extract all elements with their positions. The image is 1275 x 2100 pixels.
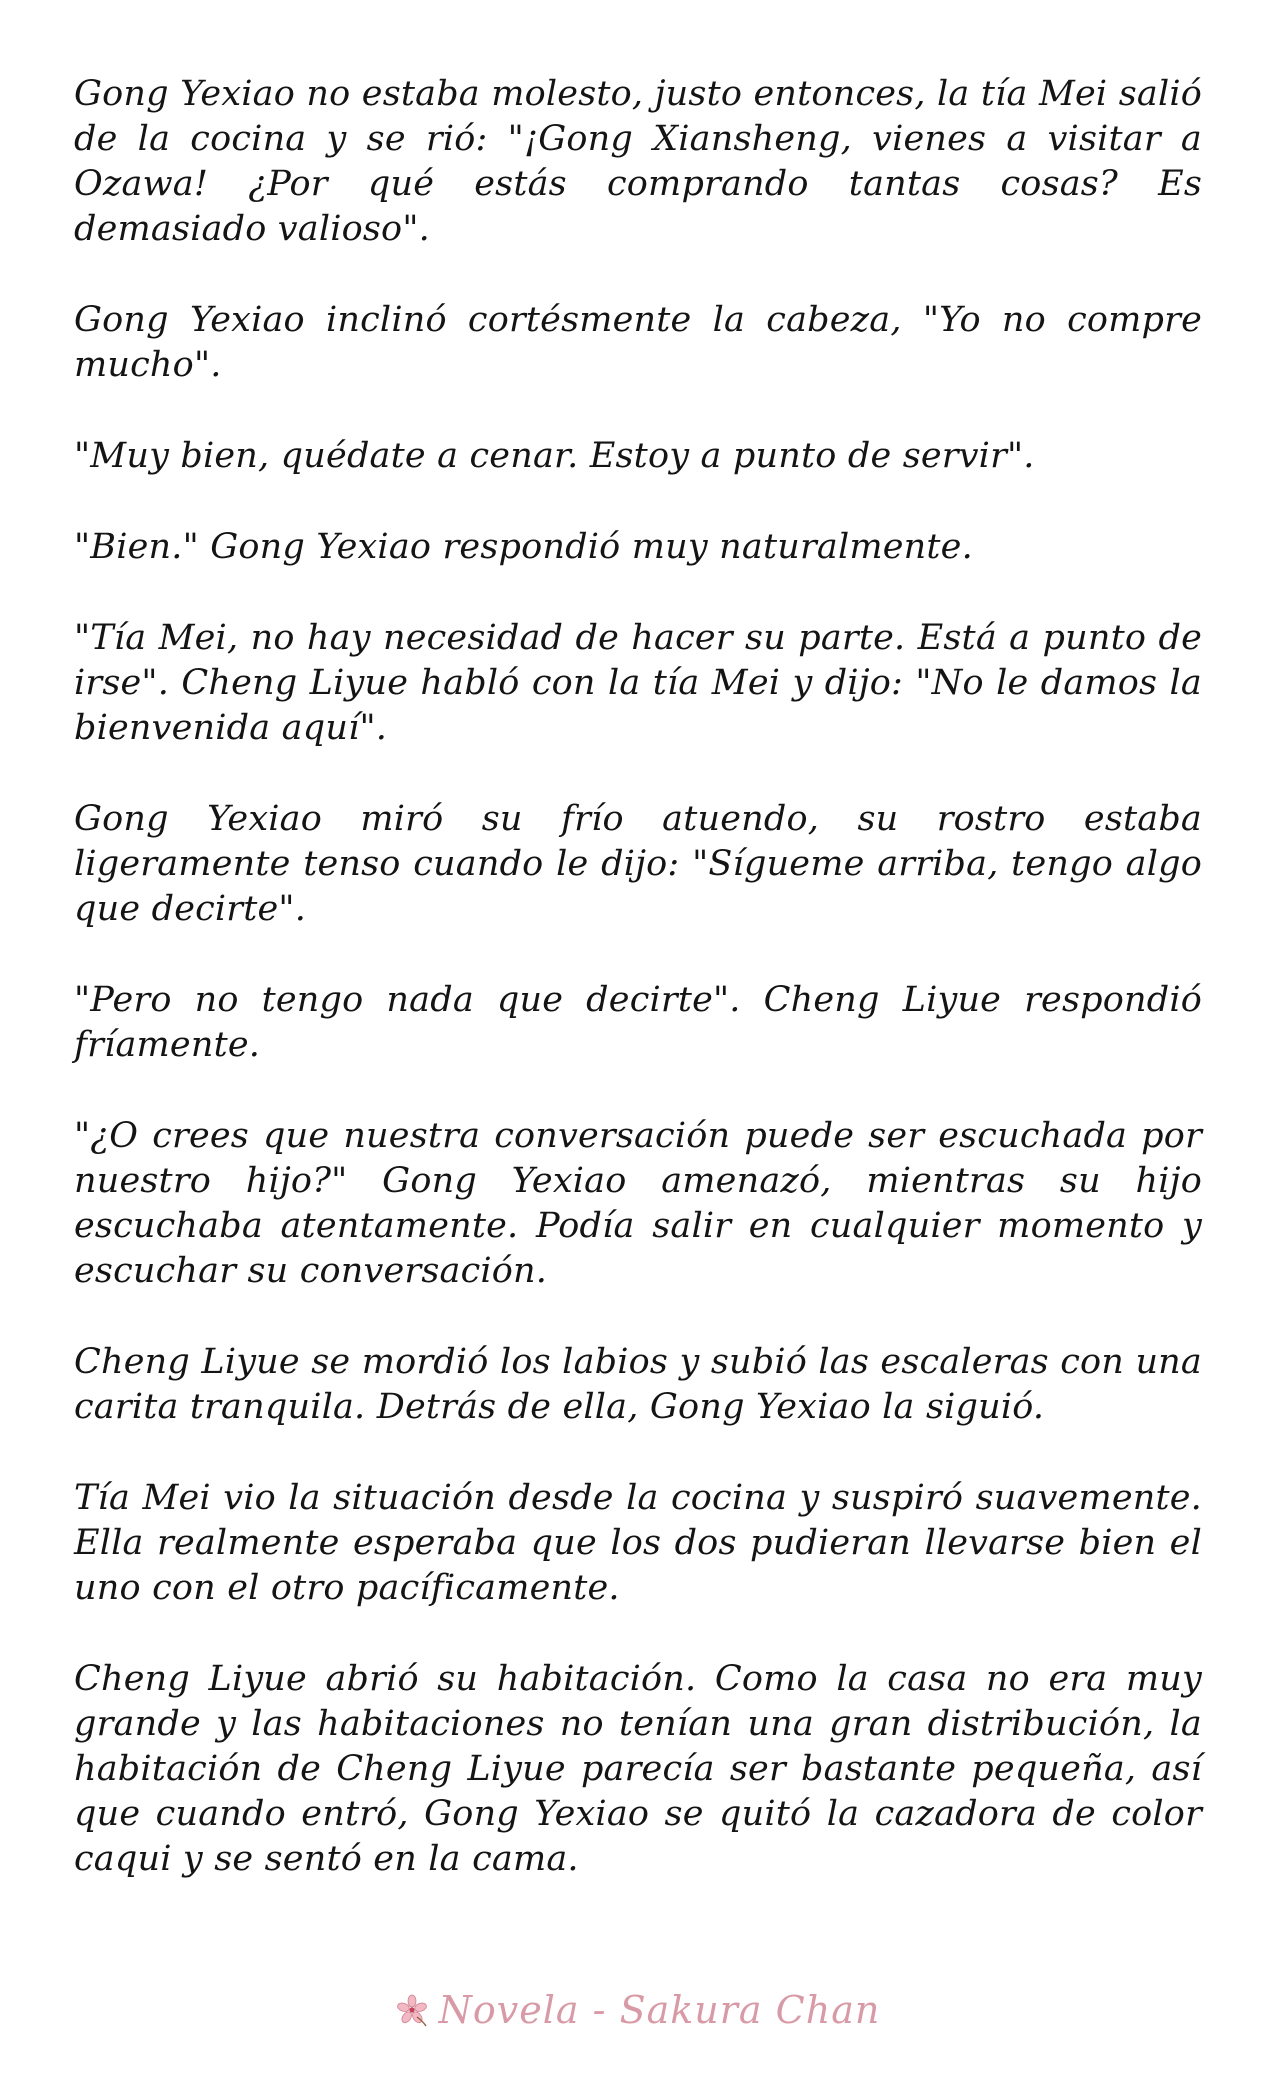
- footer-text: Novela - Sakura Chan: [438, 1988, 881, 2032]
- paragraph-3: "Muy bien, quédate a cenar. Estoy a punto de servir".: [74, 436, 1035, 476]
- paragraph-8: "¿O crees que nuestra conversación puede ser escuchada por nuestro hijo?" Gong Yexiao amenazó, mientras su hijo escuchaba atentamente. Podía salir en cualquier momento y escuchar su conversación.: [74, 1116, 1202, 1291]
- paragraph-1: Gong Yexiao no estaba molesto, justo entonces, la tía Mei salió de la cocina y se rió: "¡Gong Xiansheng, vienes a visitar a Ozawa! ¿Por qué estás comprando tantas cosas? Es demasiado valioso".: [74, 74, 1202, 249]
- document-body: [74, 72, 1202, 1928]
- paragraph-5: "Tía Mei, no hay necesidad de hacer su parte. Está a punto de irse". Cheng Liyue habló con la tía Mei y dijo: "No le damos la bienvenida aquí".: [74, 618, 1202, 748]
- sakura-icon: [395, 1993, 429, 2027]
- paragraph-9: Cheng Liyue se mordió los labios y subió las escaleras con una carita tranquila. Detrás de ella, Gong Yexiao la siguió.: [74, 1342, 1202, 1427]
- paragraph-6: Gong Yexiao miró su frío atuendo, su rostro estaba ligeramente tenso cuando le dijo: "Sígueme arriba, tengo algo que decirte".: [74, 799, 1202, 929]
- footer-watermark: [0, 1988, 1275, 2032]
- paragraph-2: Gong Yexiao inclinó cortésmente la cabeza, "Yo no compre mucho".: [74, 300, 1202, 385]
- paragraph-11: Cheng Liyue abrió su habitación. Como la casa no era muy grande y las habitaciones no tenían una gran distribución, la habitación de Cheng Liyue parecía ser bastante pequeña, así que cuando entró, Gong Yexiao se quitó la cazadora de color caqui y se sentó en la cama.: [74, 1659, 1202, 1879]
- paragraph-4: "Bien." Gong Yexiao respondió muy naturalmente.: [74, 527, 973, 567]
- paragraph-10: Tía Mei vio la situación desde la cocina y suspiró suavemente. Ella realmente esperaba que los dos pudieran llevarse bien el uno con el otro pacíficamente.: [74, 1478, 1202, 1608]
- paragraph-7: "Pero no tengo nada que decirte". Cheng Liyue respondió fríamente.: [74, 980, 1202, 1065]
